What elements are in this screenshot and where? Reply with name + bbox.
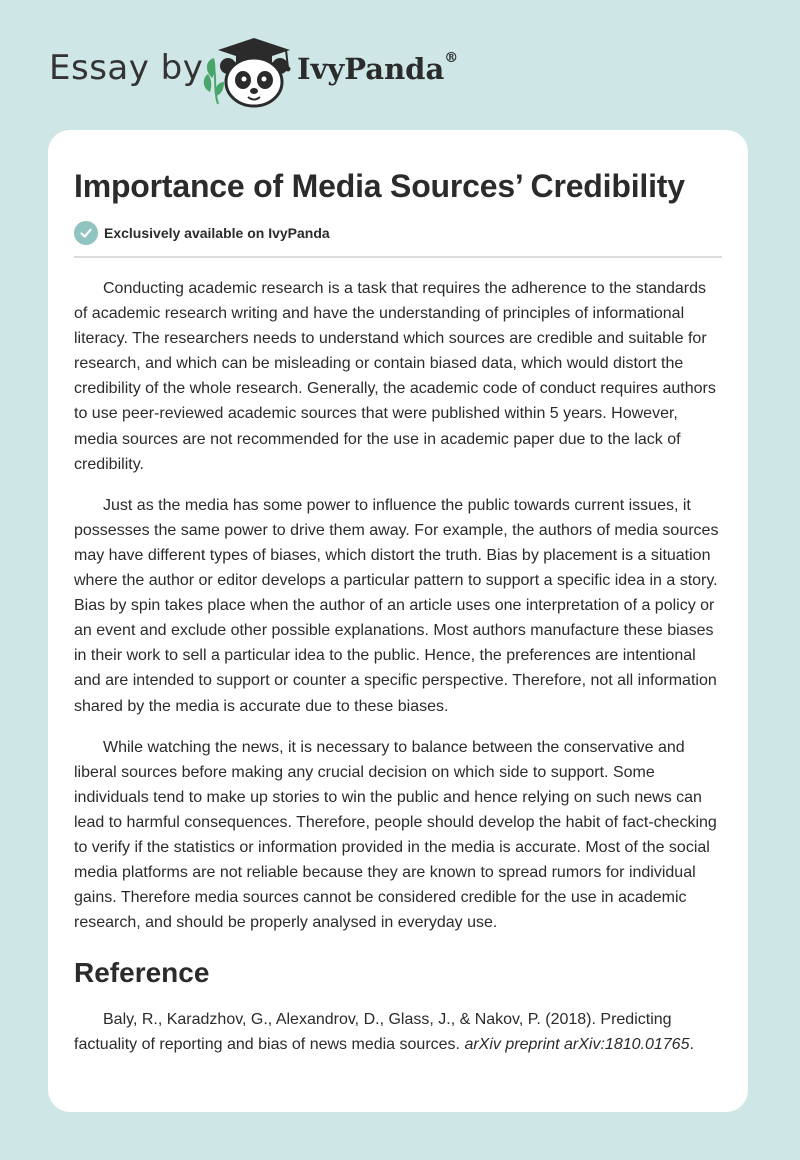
page-title: Importance of Media Sources’ Credibility (74, 168, 685, 204)
divider (74, 256, 722, 258)
registered-mark: ® (444, 50, 459, 66)
body-paragraph: While watching the news, it is necessary to balance between the conservative and liberal sources before making any crucial decision on which side to support. Some individuals tend to make up stories to win the public and hence relying on such news can lead to harmful consequences. Therefore, people should develop the habit of fact-checking to verify if the statistics or information provided in the media is accurate. Most of the social media platforms are not reliable because they are known to spread rumors for individual gains. Therefore media sources cannot be considered credible for the use in academic research, and should be properly analysed in everyday use. (74, 738, 717, 932)
essay-card (48, 130, 748, 1112)
panda-graduate-icon (200, 36, 296, 110)
exclusive-label: Exclusively available on IvyPanda (104, 225, 330, 241)
body-paragraph: Just as the media has some power to influence the public towards current issues, it possesses the same power to drive them away. For example, the authors of media sources may have different types of biases, which distort the truth. Bias by placement is a situation where the author or editor develops a particular pattern to support a specific idea in a story. Bias by spin takes place when the author of an article uses one interpretation of a policy or an event and exclude other possible explanations. Most authors manufacture these biases in their work to sell a particular idea to the public. Hence, the preferences are intentional and are intended to support or counter a specific perspective. Therefore, not all information shared by the media is accurate due to these biases. (74, 496, 719, 715)
reference-end: . (689, 1036, 694, 1054)
site-header (0, 0, 800, 130)
check-icon (74, 221, 98, 245)
reference-source: arXiv preprint arXiv:1810.01765 (464, 1036, 690, 1054)
exclusive-badge (74, 220, 722, 246)
reference-heading: Reference (74, 957, 210, 989)
brand-name: IvyPanda® (297, 50, 459, 86)
reference-entry (74, 1007, 722, 1057)
brand-prefix: Essay by (49, 48, 204, 88)
reference-authors: Baly, R., Karadzhov, G., Alexandrov, D., Glass, J., & Nakov, P. (2018). Predicting factuality of reporting and bias of news media sources. (74, 1011, 672, 1054)
body-paragraph: Conducting academic research is a task that requires the adherence to the standards of academic research writing and have the understanding of principles of informational literacy. The researchers needs to understand which sources are credible and suitable for research, and which can be misleading or contain biased data, which would distort the credibility of the whole research. Generally, the academic code of conduct requires authors to use peer-reviewed academic sources that were published within 5 years. However, media sources are not recommended for the use in academic paper due to the lack of credibility. (74, 280, 716, 473)
